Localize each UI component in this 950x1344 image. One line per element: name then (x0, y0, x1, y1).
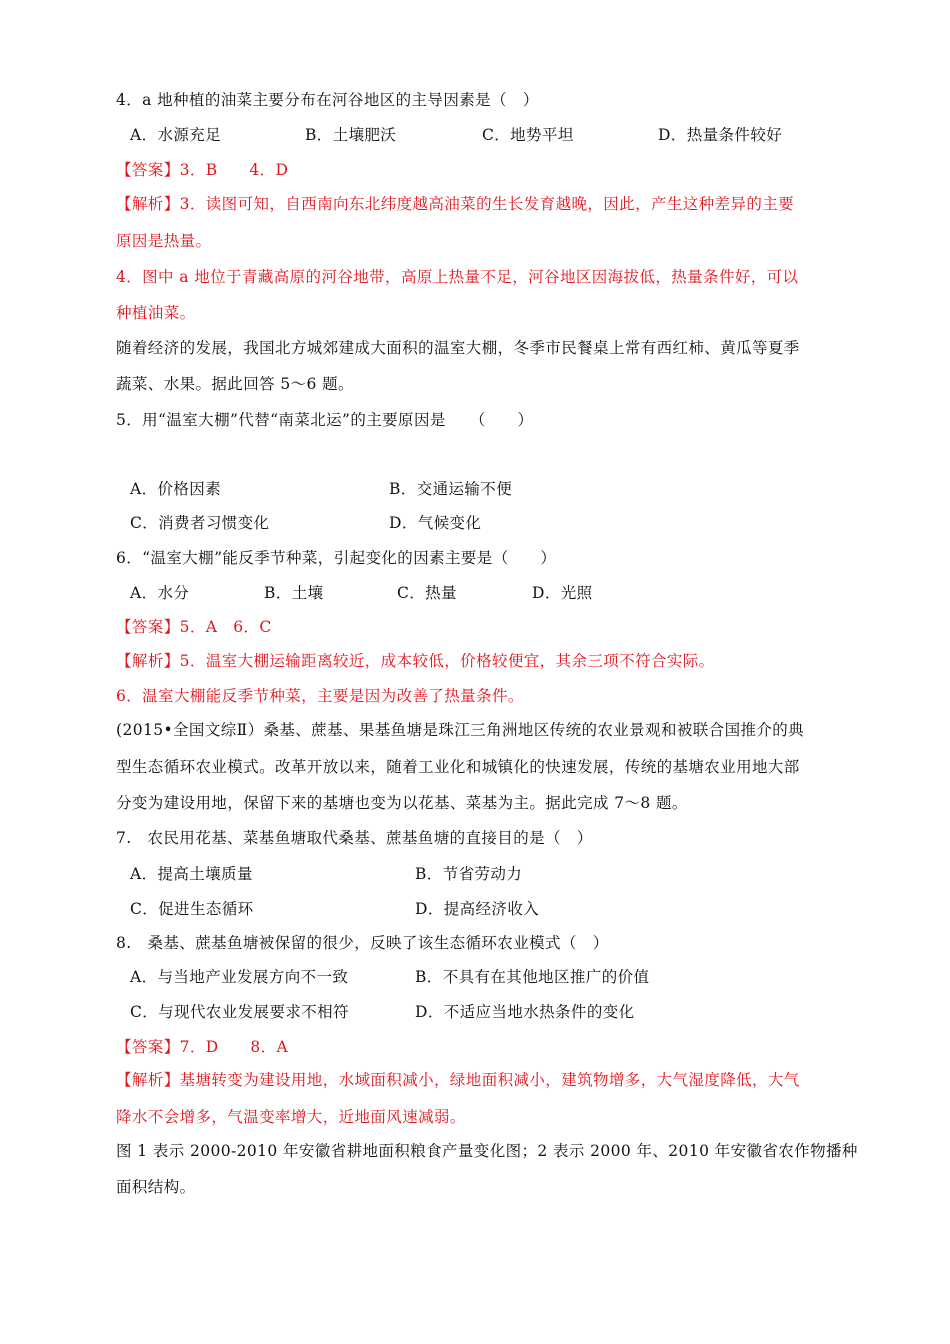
q8-option-a: A．与当地产业发展方向不一致 (130, 968, 349, 986)
explanation-text: 5．温室大棚运输距离较近，成本较低，价格较便宜，其余三项不符合实际。 (179, 652, 715, 670)
q4-stem: 4．a 地种植的油菜主要分布在河谷地区的主导因素是（ ） (116, 91, 539, 109)
q4-option-b: B．土壤肥沃 (305, 126, 397, 144)
q6-option-c: C．热量 (397, 584, 457, 602)
intro-7-8-line3: 分变为建设用地，保留下来的基塘也变为以花基、菜基为主。据此完成 7～8 题。 (116, 794, 688, 812)
answer-3-4 (116, 160, 840, 180)
explanation-text: 基塘转变为建设用地，水域面积减小，绿地面积减小，建筑物增多，大气湿度降低，大气 (179, 1071, 800, 1089)
q8-option-b: B．不具有在其他地区推广的价值 (415, 968, 650, 986)
q5-option-b: B．交通运输不便 (389, 480, 513, 498)
q7-option-c: C．促进生态循环 (130, 900, 254, 918)
q7-option-a: A．提高土壤质量 (130, 865, 253, 883)
intro-7-8-line2: 型生态循环农业模式。改革开放以来，随着工业化和城镇化的快速发展，传统的基塘农业用地大部 (116, 758, 800, 776)
explanation-4-line1: 4．图中 a 地位于青藏高原的河谷地带，高原上热量不足，河谷地区因海拔低，热量条件好，可以 (116, 268, 799, 286)
explanation-5 (116, 651, 840, 671)
q6-option-b: B．土壤 (264, 584, 324, 602)
q5-option-c: C．消费者习惯变化 (130, 514, 270, 532)
q5-stem: 5．用“温室大棚”代替“南菜北运”的主要原因是 （ ） (116, 411, 534, 429)
q4-option-d: D．热量条件较好 (658, 126, 783, 144)
explanation-label: 【解析】 (116, 195, 180, 213)
q8-option-c: C．与现代农业发展要求不相符 (130, 1003, 349, 1021)
explanation-label: 【解析】 (116, 652, 180, 670)
answer-label: 【答案】 (116, 618, 180, 636)
q4-option-a: A．水源充足 (130, 126, 222, 144)
explanation-7-8-line1 (116, 1070, 840, 1090)
answer-label: 【答案】 (116, 1038, 180, 1056)
intro-7-8-line1: (2015•全国文综Ⅱ）桑基、蔗基、果基鱼塘是珠江三角洲地区传统的农业景观和被联合国推介的典 (116, 721, 805, 739)
q7-option-b: B．节省劳动力 (415, 865, 523, 883)
explanation-text: 3．读图可知，自西南向东北纬度越高油菜的生长发育越晚，因此，产生这种差异的主要 (179, 195, 795, 213)
intro-5-6-line2: 蔬菜、水果。据此回答 5～6 题。 (116, 375, 354, 393)
figure-intro-line1: 图 1 表示 2000-2010 年安徽省耕地面积粮食产量变化图；2 表示 2000 年、2010 年安徽省农作物播种 (116, 1142, 858, 1160)
explanation-label: 【解析】 (116, 1071, 180, 1089)
q8-option-d: D．不适应当地水热条件的变化 (415, 1003, 635, 1021)
q6-stem: 6．“温室大棚”能反季节种菜，引起变化的因素主要是（ ） (116, 549, 557, 567)
q6-option-d: D．光照 (532, 584, 593, 602)
q5-option-d: D．气候变化 (389, 514, 482, 532)
q8-stem: 8. 桑基、蔗基鱼塘被保留的很少，反映了该生态循环农业模式（ ） (116, 934, 609, 952)
q4-option-c: C．地势平坦 (482, 126, 574, 144)
answer-text: 5．A 6．C (179, 618, 272, 636)
answer-5-6 (116, 617, 840, 637)
explanation-3-line2: 原因是热量。 (116, 232, 212, 250)
intro-5-6-line1: 随着经济的发展，我国北方城郊建成大面积的温室大棚，冬季市民餐桌上常有西红柿、黄瓜等夏季 (116, 339, 800, 357)
explanation-6: 6．温室大棚能反季节种菜，主要是因为改善了热量条件。 (116, 687, 524, 705)
answer-text: 3．B 4．D (179, 161, 289, 179)
answer-7-8 (116, 1037, 840, 1057)
q6-option-a: A．水分 (130, 584, 190, 602)
explanation-4-line2: 种植油菜。 (116, 304, 196, 322)
q7-option-d: D．提高经济收入 (415, 900, 540, 918)
figure-intro-line2: 面积结构。 (116, 1178, 196, 1196)
q7-stem: 7. 农民用花基、菜基鱼塘取代桑基、蔗基鱼塘的直接目的是（ ） (116, 829, 593, 847)
q5-option-a: A．价格因素 (130, 480, 222, 498)
explanation-3-line1 (116, 194, 840, 214)
answer-text: 7．D 8．A (179, 1038, 289, 1056)
explanation-7-8-line2: 降水不会增多，气温变率增大，近地面风速减弱。 (116, 1108, 466, 1126)
answer-label: 【答案】 (116, 161, 180, 179)
